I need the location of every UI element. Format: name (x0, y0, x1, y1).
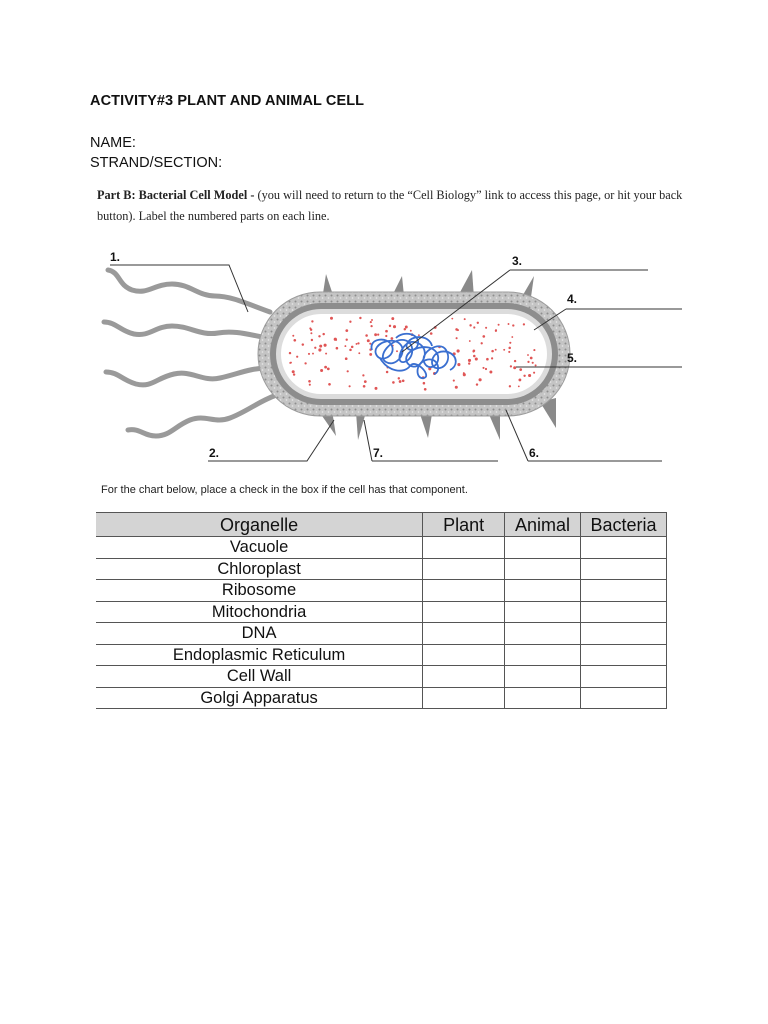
diagram-label-7: 7. (373, 446, 384, 460)
ribosome-dot (375, 387, 378, 390)
ribosome-dot (508, 323, 510, 325)
ribosome-dot (308, 353, 310, 355)
ribosome-dot (293, 373, 295, 375)
animal-checkbox-cell[interactable] (505, 644, 581, 666)
ribosome-dot (489, 371, 492, 374)
ribosome-dot (509, 385, 511, 387)
ribosome-dot (334, 338, 337, 341)
ribosome-dot (292, 370, 295, 373)
ribosome-dot (349, 321, 351, 323)
organelle-name: Endoplasmic Reticulum (96, 644, 423, 666)
ribosome-dot (424, 388, 427, 391)
ribosome-dot (370, 321, 372, 323)
ribosome-dot (527, 354, 529, 356)
table-row (96, 644, 667, 666)
bacteria-checkbox-cell[interactable] (581, 666, 667, 688)
ribosome-dot (410, 330, 412, 332)
ribosome-dot (345, 357, 348, 360)
ribosome-dot (468, 359, 471, 362)
organelle-name: Vacuole (96, 537, 423, 559)
ribosome-dot (518, 386, 520, 388)
bacteria-checkbox-cell[interactable] (581, 601, 667, 623)
ribosome-dot (528, 374, 531, 377)
ribosome-dot (312, 353, 314, 355)
ribosome-dot (324, 344, 327, 347)
ribosome-dot (363, 385, 366, 388)
ribosome-dot (393, 325, 396, 328)
diagram-label-5: 5. (567, 351, 578, 365)
animal-checkbox-cell[interactable] (505, 601, 581, 623)
bacteria-checkbox-cell[interactable] (581, 687, 667, 709)
ribosome-dot (495, 330, 497, 332)
cytoplasm (281, 314, 547, 394)
ribosome-dot (374, 333, 377, 336)
animal-checkbox-cell[interactable] (505, 537, 581, 559)
ribosome-dot (455, 386, 458, 389)
ribosome-dot (523, 323, 525, 325)
ribosome-dot (346, 339, 348, 341)
bacteria-checkbox-cell[interactable] (581, 623, 667, 645)
ribosome-dot (370, 325, 372, 327)
ribosome-dot (523, 375, 525, 377)
bacteria-checkbox-cell[interactable] (581, 580, 667, 602)
ribosome-dot (310, 332, 312, 334)
ribosome-dot (296, 356, 298, 358)
organelle-name: Mitochondria (96, 601, 423, 623)
ribosome-dot (510, 365, 512, 367)
ribosome-dot (512, 324, 514, 326)
ribosome-dot (468, 362, 470, 364)
header-organelle: Organelle (96, 513, 423, 537)
strand-section-label: STRAND/SECTION: (90, 155, 223, 171)
ribosome-dot (318, 348, 321, 351)
ribosome-dot (518, 378, 521, 381)
table-row (96, 687, 667, 709)
ribosome-dot (530, 357, 533, 360)
page-title: ACTIVITY#3 PLANT AND ANIMAL CELL (90, 93, 365, 109)
organelle-name: DNA (96, 623, 423, 645)
ribosome-dot (359, 317, 361, 319)
animal-checkbox-cell[interactable] (505, 580, 581, 602)
organelle-table (96, 512, 667, 709)
ribosome-dot (453, 380, 455, 382)
name-label: NAME: (90, 135, 136, 151)
ribosome-dot (311, 320, 313, 322)
ribosome-dot (386, 371, 389, 374)
ribosome-dot (469, 324, 471, 326)
organelle-name: Golgi Apparatus (96, 687, 423, 709)
ribosome-dot (314, 347, 316, 349)
ribosome-dot (473, 326, 475, 328)
plant-checkbox-cell[interactable] (423, 558, 505, 580)
ribosome-dot (457, 329, 459, 331)
ribosome-dot (469, 340, 471, 342)
plant-checkbox-cell[interactable] (423, 666, 505, 688)
ribosome-dot (392, 381, 395, 384)
animal-checkbox-cell[interactable] (505, 623, 581, 645)
ribosome-dot (513, 366, 516, 369)
ribosome-dot (482, 367, 484, 369)
ribosome-dot (345, 329, 348, 332)
ribosome-dot (399, 380, 402, 383)
part-b-heading: Part B: Bacterial Cell Model - (97, 188, 255, 202)
ribosome-dot (292, 335, 294, 337)
bacteria-checkbox-cell[interactable] (581, 644, 667, 666)
ribosome-dot (473, 355, 476, 358)
flagellum (106, 368, 268, 385)
ribosome-dot (498, 324, 500, 326)
label-2-line (208, 420, 334, 461)
ribosome-dot (385, 335, 387, 337)
ribosome-dot (472, 350, 474, 352)
ribosome-dot (344, 345, 346, 347)
diagram-label-4: 4. (567, 292, 578, 306)
ribosome-dot (398, 377, 400, 379)
ribosome-dot (457, 349, 460, 352)
diagram-label-1: 1. (110, 250, 121, 264)
ribosome-dot (514, 360, 516, 362)
table-header-row (96, 513, 667, 537)
plant-checkbox-cell[interactable] (423, 644, 505, 666)
animal-checkbox-cell[interactable] (505, 666, 581, 688)
diagram-label-2: 2. (209, 446, 220, 460)
ribosome-dot (533, 372, 535, 374)
ribosome-dot (308, 380, 311, 383)
bacteria-checkbox-cell[interactable] (581, 558, 667, 580)
ribosome-dot (491, 357, 493, 359)
ribosome-dot (535, 364, 537, 366)
ribosome-dot (491, 350, 494, 353)
ribosome-dot (311, 339, 313, 341)
ribosome-dot (464, 318, 466, 320)
ribosome-dot (290, 362, 292, 364)
ribosome-dot (369, 353, 372, 356)
ribosome-dot (418, 334, 420, 336)
ribosome-dot (385, 330, 388, 333)
ribosome-dot (463, 372, 465, 374)
ribosome-dot (347, 370, 349, 372)
ribosome-dot (396, 350, 398, 352)
ribosome-dot (302, 343, 304, 345)
bacteria-checkbox-cell[interactable] (581, 537, 667, 559)
plant-checkbox-cell[interactable] (423, 601, 505, 623)
ribosome-dot (519, 368, 522, 371)
ribosome-dot (327, 368, 330, 371)
ribosome-dot (330, 317, 333, 320)
ribosome-dot (481, 342, 483, 344)
flagella (104, 270, 274, 436)
ribosome-dot (325, 353, 327, 355)
ribosome-dot (423, 382, 426, 385)
ribosome-dot (318, 335, 320, 337)
table-row (96, 601, 667, 623)
plant-checkbox-cell[interactable] (423, 623, 505, 645)
diagram-label-6: 6. (529, 446, 540, 460)
ribosome-dot (508, 347, 511, 350)
ribosome-dot (485, 327, 487, 329)
ribosome-dot (405, 326, 408, 329)
organelle-name: Chloroplast (96, 558, 423, 580)
ribosome-dot (293, 339, 296, 342)
ribosome-dot (503, 349, 505, 351)
ribosome-dot (511, 336, 513, 338)
ribosome-dot (479, 378, 482, 381)
ribosome-dot (356, 343, 358, 345)
ribosome-dot (328, 383, 331, 386)
ribosome-dot (319, 345, 322, 348)
ribosome-dot (362, 374, 364, 376)
bacterial-cell-diagram (0, 0, 768, 480)
ribosome-dot (304, 362, 306, 364)
ribosome-dot (349, 349, 352, 352)
ribosome-dot (322, 333, 324, 335)
ribosome-dot (495, 349, 497, 351)
ribosome-dot (309, 384, 311, 386)
ribosome-dot (309, 327, 311, 329)
ribosome-dot (391, 317, 394, 320)
header-plant: Plant (423, 513, 505, 537)
ribosome-dot (389, 325, 391, 327)
ribosome-dot (485, 368, 487, 370)
ribosome-dot (404, 328, 406, 330)
ribosome-dot (430, 332, 433, 335)
ribosome-dot (289, 352, 291, 354)
flagellum (128, 396, 274, 436)
ribosome-dot (377, 333, 379, 335)
table-row (96, 580, 667, 602)
ribosome-dot (371, 319, 373, 321)
ribosome-dot (357, 342, 359, 344)
flagellum (104, 322, 268, 338)
table-row (96, 666, 667, 688)
ribosome-dot (364, 380, 367, 383)
ribosome-dot (509, 342, 511, 344)
ribosome-dot (482, 335, 485, 338)
ribosome-dot (527, 361, 529, 363)
organelle-name: Ribosome (96, 580, 423, 602)
table-row (96, 537, 667, 559)
ribosome-dot (365, 334, 368, 337)
ribosome-dot (349, 385, 351, 387)
ribosome-dot (456, 337, 458, 339)
header-animal: Animal (505, 513, 581, 537)
plant-checkbox-cell[interactable] (423, 537, 505, 559)
ribosome-dot (358, 352, 360, 354)
ribosome-dot (336, 347, 339, 350)
ribosome-dot (477, 322, 479, 324)
plant-checkbox-cell[interactable] (423, 580, 505, 602)
ribosome-dot (486, 358, 489, 361)
animal-checkbox-cell[interactable] (505, 687, 581, 709)
label-7-line (364, 420, 498, 461)
ribosome-dot (320, 369, 323, 372)
diagram-label-3: 3. (512, 254, 523, 268)
ribosome-dot (476, 383, 478, 385)
animal-checkbox-cell[interactable] (505, 558, 581, 580)
ribosome-dot (533, 349, 535, 351)
ribosome-dot (324, 366, 327, 369)
ribosome-dot (532, 362, 534, 364)
chart-instruction: For the chart below, place a check in the box if the cell has that component. (101, 484, 468, 496)
header-bacteria: Bacteria (581, 513, 667, 537)
ribosome-dot (475, 357, 478, 360)
table-row (96, 623, 667, 645)
ribosome-dot (351, 346, 354, 349)
ribosome-dot (451, 318, 453, 320)
table-row (96, 558, 667, 580)
organelle-name: Cell Wall (96, 666, 423, 688)
part-b-text: (you will need to return to the “Cell Biology” link to access this page, or hit your back button). Label the numbered parts on each line. (97, 188, 683, 223)
plant-checkbox-cell[interactable] (423, 687, 505, 709)
ribosome-dot (457, 363, 460, 366)
ribosome-dot (391, 337, 394, 340)
ribosome-dot (402, 379, 405, 382)
ribosome-dot (508, 351, 510, 353)
ribosome-dot (367, 339, 370, 342)
